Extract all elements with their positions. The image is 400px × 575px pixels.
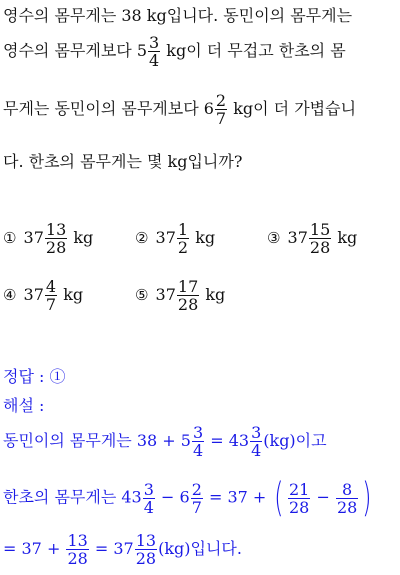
question-line-1 [3,3,352,26]
option-1[interactable]: ① 37 $\frac{13}{28}$ kg [3,220,94,257]
fraction: $\frac{3}{4}$ [149,33,160,70]
answer-label: 정답 : ① [3,367,66,386]
fraction: $\frac{3}{4}$ [192,423,204,460]
question-text-2b: kg이 더 무겁고 한초의 몸 [161,41,346,60]
explanation-line-1: 동민이의 몸무게는 38 + 5 $\frac{3}{4}$ = 43 $\frac{3}{4}$ (kg)이고 [3,423,327,460]
option-5[interactable]: ⑤ 37 $\frac{17}{28}$ kg [135,277,226,314]
explanation-line-3: = 37 + $\frac{13}{28}$ = 37 $\frac{13}{28}$ (kg)입니다. [3,531,242,568]
option-4[interactable]: ④ 37 $\frac{4}{7}$ kg [3,277,84,314]
question-text-1: 영수의 몸무게는 38 kg입니다. 동민이의 몸무게는 [3,6,353,25]
fraction: $\frac{1}{2}$ [177,220,189,257]
question-text-3a: 무게는 동민이의 몸무게보다 6 [3,99,214,118]
fraction: $\frac{3}{4}$ [143,479,154,517]
option-3[interactable]: ③ 37 $\frac{15}{28}$ kg [267,220,358,257]
option-2[interactable]: ② 37 $\frac{1}{2}$ kg [135,220,216,257]
question-line-2 [3,34,346,69]
fraction: $\frac{21}{28}$ [289,479,310,517]
fraction: $\frac{15}{28}$ [309,220,331,257]
fraction: $\frac{8}{28}$ [336,479,358,517]
fraction: $\frac{2}{7}$ [191,479,202,517]
question-text-3b: kg이 더 가볍습니 [228,99,357,118]
fraction: $\frac{17}{28}$ [177,277,199,314]
fraction: $\frac{3}{4}$ [251,423,262,460]
explanation-line-2: 한초의 몸무게는 43 $\frac{3}{4}$ − 6 $\frac{2}{7}$ = 37 + ( $\frac{21}{28}$ − $\frac{8}{28}$ ) [3,475,372,521]
question-text-2a: 영수의 몸무게보다 5 [3,41,147,60]
fraction: $\frac{13}{28}$ [67,531,88,568]
explanation-label: 해설 : [3,396,45,415]
left-paren: ( [274,475,284,521]
question-line-4 [3,149,242,172]
fraction: $\frac{13}{28}$ [135,531,157,568]
right-paren: ) [362,475,372,521]
fraction: $\frac{4}{7}$ [45,277,57,314]
fraction: $\frac{2}{7}$ [215,91,227,128]
fraction: $\frac{13}{28}$ [45,220,67,257]
question-line-3 [3,92,356,127]
question-text-4: 다. 한초의 몸무게는 몇 kg입니까? [3,152,243,171]
